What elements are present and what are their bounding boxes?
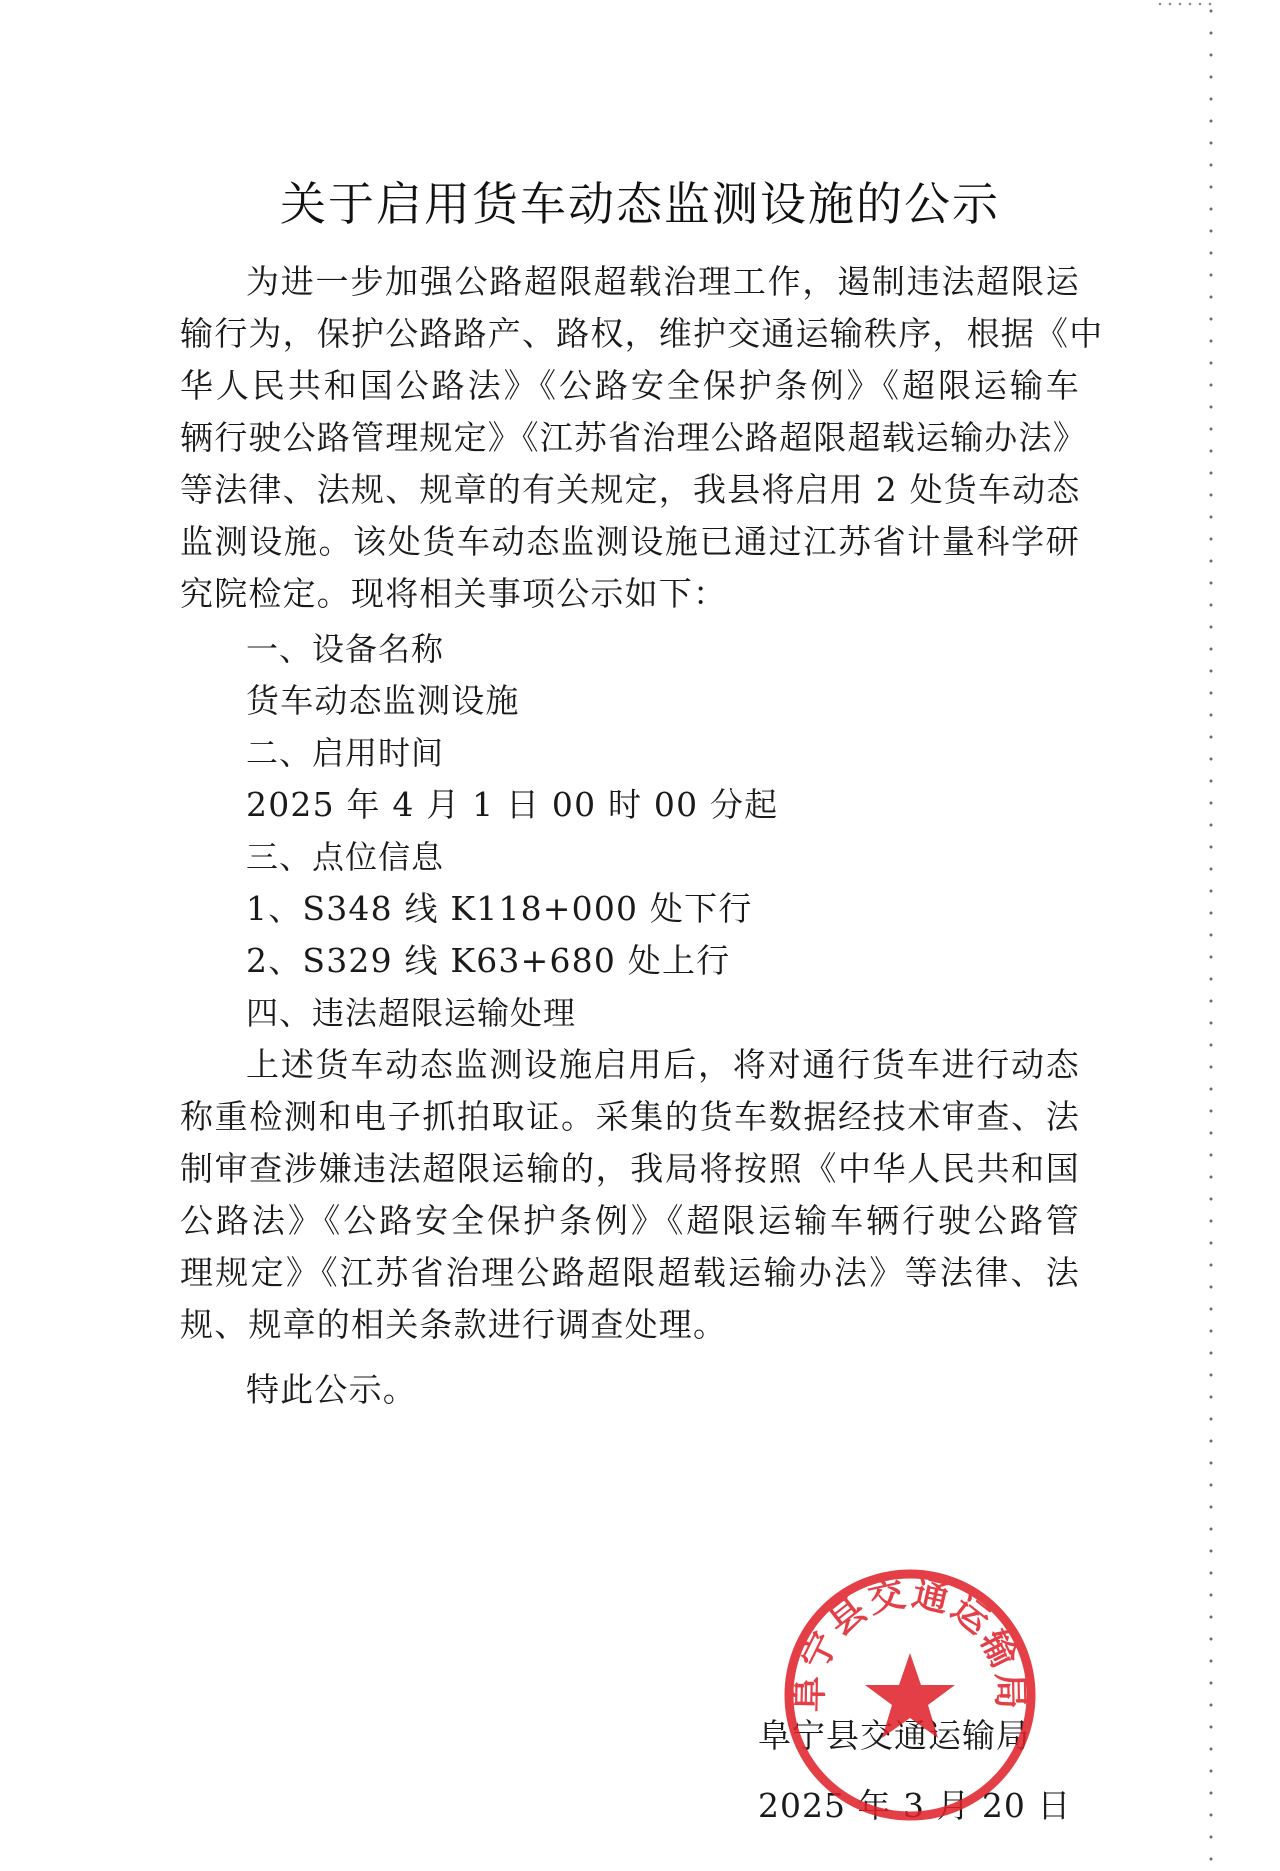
official-seal-icon xyxy=(780,1565,1040,1825)
section-heading: 三、点位信息 xyxy=(246,838,445,876)
paragraph-line: 监测设施。该处货车动态监测设施已通过江苏省计量科学研 xyxy=(180,522,1080,561)
location-item: 2、S329 线 K63+680 处上行 xyxy=(246,941,731,980)
seal-text: 阜宁县交通运输局 xyxy=(789,1572,1031,1713)
paragraph-line: 制审查涉嫌违法超限运输的，我局将按照《中华人民共和国 xyxy=(180,1149,1080,1188)
closing-text: 特此公示。 xyxy=(246,1370,417,1409)
issuer-name: 阜宁县交通运输局 xyxy=(758,1716,1030,1755)
binding-hole-dots xyxy=(1208,0,1214,1871)
paragraph-line: 究院检定。现将相关事项公示如下： xyxy=(180,574,728,613)
section-heading: 一、设备名称 xyxy=(246,630,445,668)
section-content: 2025 年 4 月 1 日 00 时 00 分起 xyxy=(246,785,779,824)
paragraph-line: 理规定》《江苏省治理公路超限超载运输办法》等法律、法 xyxy=(180,1253,1080,1292)
paragraph-line: 上述货车动态监测设施启用后，将对通行货车进行动态 xyxy=(246,1045,1080,1084)
section-heading: 二、启用时间 xyxy=(246,734,445,772)
paragraph-line: 等法律、法规、规章的有关规定，我县将启用 2 处货车动态 xyxy=(180,470,1081,509)
paragraph-line: 华人民共和国公路法》《公路安全保护条例》《超限运输车 xyxy=(180,366,1080,405)
location-item: 1、S348 线 K118+000 处下行 xyxy=(246,889,753,928)
paragraph-line: 输行为，保护公路路产、路权，维护交通运输秩序，根据《中 xyxy=(180,314,1104,353)
paragraph-line: 辆行驶公路管理规定》《江苏省治理公路超限超载运输办法》 xyxy=(180,418,1087,457)
issue-date: 2025 年 3 月 20 日 xyxy=(758,1786,1072,1825)
edge-dots-top xyxy=(1155,0,1215,8)
paragraph-line: 为进一步加强公路超限超载治理工作，遏制违法超限运 xyxy=(246,262,1080,301)
document-title: 关于启用货车动态监测设施的公示 xyxy=(280,177,1000,231)
paragraph-line: 规、规章的相关条款进行调查处理。 xyxy=(180,1305,728,1344)
section-heading: 四、违法超限运输处理 xyxy=(246,994,577,1032)
paragraph-line: 公路法》《公路安全保护条例》《超限运输车辆行驶公路管 xyxy=(180,1201,1080,1240)
section-content: 货车动态监测设施 xyxy=(246,681,520,720)
paragraph-line: 称重检测和电子抓拍取证。采集的货车数据经技术审查、法 xyxy=(180,1097,1080,1136)
